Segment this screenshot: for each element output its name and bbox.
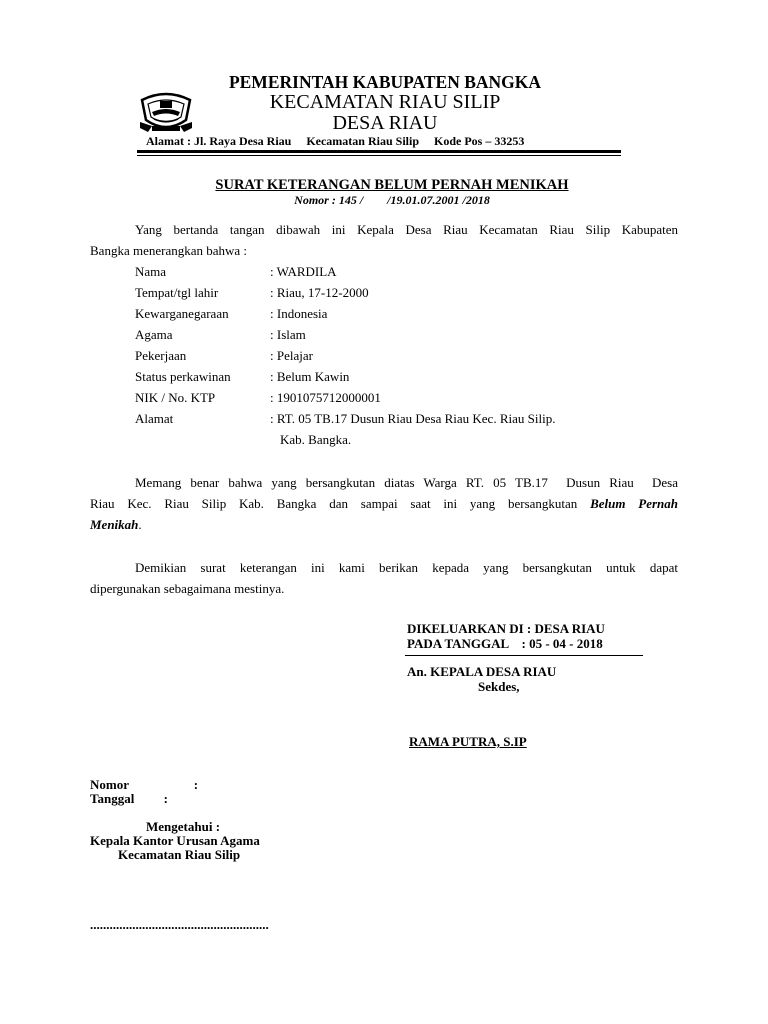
field-label-birth: Tempat/tgl lahir bbox=[135, 285, 219, 300]
field-label-address: Alamat bbox=[135, 411, 174, 426]
signatory-name: RAMA PUTRA, S.IP bbox=[409, 734, 527, 749]
letterhead-district: KECAMATAN RIAU SILIP bbox=[269, 91, 501, 113]
footer-nomor: Nomor : bbox=[90, 777, 199, 792]
signatory-on-behalf: An. KEPALA DESA RIAU bbox=[407, 664, 557, 679]
signatory-role: Sekdes, bbox=[478, 679, 520, 694]
letterhead-government: PEMERINTAH KABUPATEN BANGKA bbox=[228, 72, 542, 92]
footer-mengetahui: Mengetahui : bbox=[146, 819, 221, 834]
document-number: Nomor : 145 / /19.01.07.2001 /2018 bbox=[294, 193, 490, 207]
letterhead-village: DESA RIAU bbox=[332, 112, 438, 134]
field-value-address: : RT. 05 TB.17 Dusun Riau Desa Riau Kec. Riau Silip. bbox=[270, 411, 556, 426]
para2-line-3-end: . bbox=[138, 517, 142, 532]
para2-line-2 bbox=[90, 496, 678, 512]
document-title: SURAT KETERANGAN BELUM PERNAH MENIKAH bbox=[215, 177, 569, 193]
footer-tanggal: Tanggal : bbox=[90, 791, 168, 806]
letterhead-rule-thick bbox=[137, 150, 621, 153]
field-label-religion: Agama bbox=[135, 327, 173, 342]
issued-place: DIKELUARKAN DI : DESA RIAU bbox=[407, 621, 605, 636]
field-value-nik: : 1901075712000001 bbox=[270, 390, 381, 405]
para3-line-2: dipergunakan sebagaimana mestinya. bbox=[90, 581, 285, 596]
bangka-emblem-icon bbox=[138, 86, 194, 136]
letterhead-rule-thin bbox=[137, 155, 621, 156]
para2-line-3 bbox=[90, 517, 142, 533]
field-value-religion: : Islam bbox=[270, 327, 306, 342]
footer-signature-line: ....................................................... bbox=[90, 917, 269, 932]
footer-office: Kepala Kantor Urusan Agama bbox=[90, 833, 260, 848]
field-label-citizenship: Kewarganegaraan bbox=[135, 306, 229, 321]
field-label-occupation: Pekerjaan bbox=[135, 348, 187, 363]
intro-line-2: Bangka menerangkan bahwa : bbox=[90, 243, 248, 258]
para2-line-1: Memang benar bahwa yang bersangkutan diatas Warga RT. 05 TB.17 Dusun Riau Desa bbox=[135, 475, 678, 490]
field-value-name: : WARDILA bbox=[270, 264, 337, 279]
emphasis-menikah: Menikah bbox=[90, 517, 139, 532]
intro-line-1: Yang bertanda tangan dibawah ini Kepala Desa Riau Kecamatan Riau Silip Kabupaten bbox=[135, 222, 678, 237]
field-value-citizenship: : Indonesia bbox=[270, 306, 328, 321]
field-label-marital-status: Status perkawinan bbox=[135, 369, 231, 384]
para3-line-1: Demikian surat keterangan ini kami berikan kepada yang bersangkutan untuk dapat bbox=[135, 560, 678, 575]
field-value-marital-status: : Belum Kawin bbox=[270, 369, 350, 384]
field-value-address-cont: Kab. Bangka. bbox=[280, 432, 352, 447]
field-label-nik: NIK / No. KTP bbox=[135, 390, 216, 405]
footer-district: Kecamatan Riau Silip bbox=[118, 847, 241, 862]
letterhead-address: Alamat : Jl. Raya Desa Riau Kecamatan Riau Silip Kode Pos – 33253 bbox=[146, 134, 525, 148]
emphasis-belum-pernah: Belum Pernah bbox=[590, 496, 679, 511]
issued-date: PADA TANGGAL : 05 - 04 - 2018 bbox=[407, 636, 603, 651]
issued-underline bbox=[405, 655, 643, 656]
para2-line-2-text: Riau Kec. Riau Silip Kab. Bangka dan sampai saat ini yang bersangkutan bbox=[90, 496, 591, 511]
field-value-occupation: : Pelajar bbox=[270, 348, 313, 363]
field-value-birth: : Riau, 17-12-2000 bbox=[270, 285, 369, 300]
field-label-name: Nama bbox=[135, 264, 167, 279]
